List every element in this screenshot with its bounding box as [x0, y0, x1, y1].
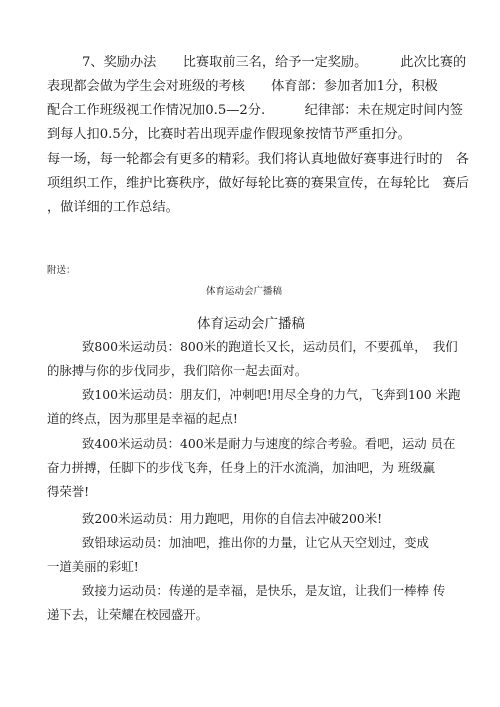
body-text-line: 得荣誉! [47, 484, 90, 499]
body-text-line: 到每人扣0.5分，比赛时若出现弄虚作假现象按情节严重扣分。 [47, 127, 411, 142]
body-text-line: 一道美丽的彩虹! [47, 559, 139, 574]
paragraph-shotput: 致铅球运动员：加油吧，推出你的力量，让它从天空划过，变成 [82, 535, 429, 550]
paragraph-200m: 致200米运动员：用力跑吧，用你的自信去冲破200米! [82, 511, 383, 526]
body-text-line: 每一场，每一轮都会有更多的精彩。我们将认真地做好赛事进行时的 各 [47, 152, 469, 167]
award-heading-line: 7、奖励办法 比赛取前三名，给予一定奖励。 此次比赛的 [82, 55, 467, 70]
paragraph-100m: 致100米运动员：朋友们，冲刺吧!用尽全身的力气，飞奔到100 米跑 [82, 387, 461, 402]
page-title: 体育运动会广播稿 [197, 316, 305, 332]
body-text-line: ，做详细的工作总结。 [47, 200, 179, 215]
body-text-line: 道的终点，因为那里是幸福的起点! [47, 411, 238, 426]
body-text-line: 递下去，让荣耀在校园盛开。 [47, 607, 209, 622]
body-text-line: 的脉搏与你的步伐同步，我们陪你一起去面对。 [47, 363, 308, 378]
paragraph-800m: 致800米运动员：800米的跑道长又长，运动员们，不要孤单， 我们 [82, 339, 458, 354]
paragraph-relay: 致接力运动员：传递的是幸福，是快乐，是友谊，让我们一棒棒 传 [82, 583, 446, 598]
small-subtitle: 体育运动会广播稿 [206, 286, 283, 297]
paragraph-400m: 致400米运动员：400米是耐力与速度的综合考验。看吧，运动 员在 [82, 436, 456, 451]
body-text-line: 奋力拼搏，任脚下的步伐飞奔，任身上的汗水流淌，加油吧，为 班级赢 [47, 460, 436, 475]
appendix-label: 附送： [47, 265, 76, 276]
body-text-line: 表现都会做为学生会对班级的考核 体育部：参加者加1分，积极 [47, 79, 438, 94]
body-text-line: 配合工作班级视工作情况加0.5—2分. 纪律部：未在规定时间内签 [47, 103, 463, 118]
body-text-line: 项组织工作，维护比赛秩序，做好每轮比赛的赛果宣传，在每轮比 赛后 [47, 176, 469, 191]
